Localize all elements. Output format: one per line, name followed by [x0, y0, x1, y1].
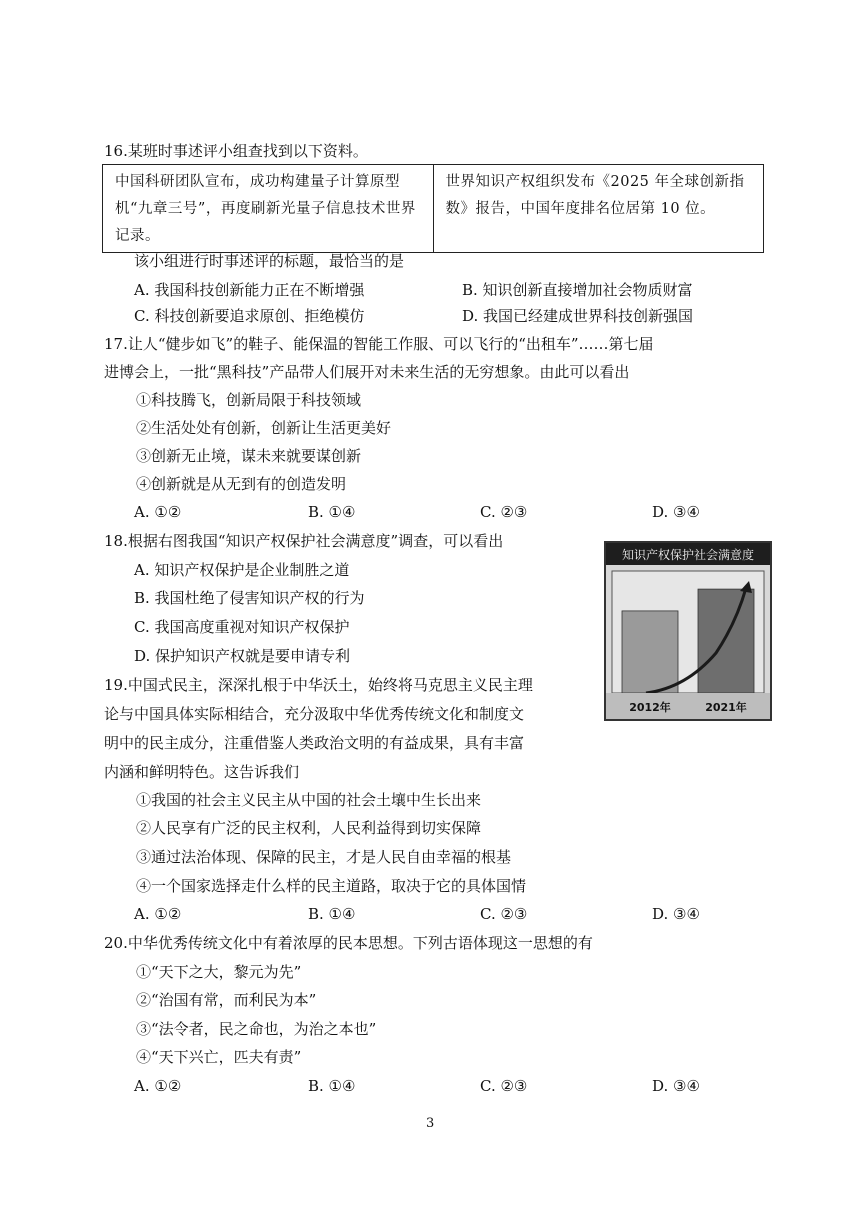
q19-stem-line1: 19.中国式民主，深深扎根于中华沃土，始终将马克思主义民主理 — [104, 676, 533, 694]
q16-question: 该小组进行时事述评的标题，最恰当的是 — [134, 252, 405, 270]
q20-item-4: ④“天下兴亡，匹夫有责” — [136, 1048, 302, 1066]
q16-option-b: B. 知识创新直接增加社会物质财富 — [462, 281, 693, 299]
q17-item-2: ②生活处处有创新，创新让生活更美好 — [136, 419, 392, 437]
q19-stem-line2: 论与中国具体实际相结合，充分汲取中华优秀传统文化和制度文 — [104, 705, 525, 723]
q16-material-table — [102, 164, 764, 253]
q17-option-c: C. ②③ — [480, 503, 528, 521]
q19-stem-line3: 明中的民主成分，注重借鉴人类政治文明的有益成果，具有丰富 — [104, 734, 525, 752]
q17-stem-line1: 17.让人“健步如飞”的鞋子、能保温的智能工作服、可以飞行的“出租车”……第七届 — [104, 335, 654, 353]
q18-stem: 18.根据右图我国“知识产权保护社会满意度”调查，可以看出 — [104, 532, 504, 550]
q17-item-4: ④创新就是从无到有的创造发明 — [136, 475, 347, 493]
q19-item-4: ④一个国家选择走什么样的民主道路，取决于它的具体国情 — [136, 877, 527, 895]
q18-option-c: C. 我国高度重视对知识产权保护 — [134, 618, 350, 636]
q17-option-d: D. ③④ — [652, 503, 700, 521]
q16-option-a: A. 我国科技创新能力正在不断增强 — [134, 281, 365, 299]
q19-option-d: D. ③④ — [652, 905, 700, 923]
q17-item-3: ③创新无止境，谋未来就要谋创新 — [136, 447, 362, 465]
satisfaction-chart — [604, 541, 772, 721]
q16-material-left: 中国科研团队宣布，成功构建量子计算原型机“九章三号”，再度刷新光量子信息技术世界记录。 — [103, 165, 434, 253]
q17-option-b: B. ①④ — [308, 503, 356, 521]
bar-2012年 — [622, 611, 678, 693]
q20-option-a: A. ①② — [134, 1077, 182, 1095]
q20-option-d: D. ③④ — [652, 1077, 700, 1095]
chart-title: 知识产权保护社会满意度 — [621, 548, 755, 562]
q19-item-2: ②人民享有广泛的民主权利，人民利益得到切实保障 — [136, 819, 482, 837]
q17-item-1: ①科技腾飞，创新局限于科技领域 — [136, 391, 362, 409]
q20-stem: 20.中华优秀传统文化中有着浓厚的民本思想。下列古语体现这一思想的有 — [104, 934, 593, 952]
q16-option-d: D. 我国已经建成世界科技创新强国 — [462, 307, 694, 325]
bar-2021年 — [698, 589, 754, 693]
q19-stem-line4: 内涵和鲜明特色。这告诉我们 — [104, 763, 300, 781]
q19-option-b: B. ①④ — [308, 905, 356, 923]
q19-option-a: A. ①② — [134, 905, 182, 923]
x-tick-label-2012年: 2012年 — [629, 701, 671, 714]
q16-stem: 16.某班时事述评小组查找到以下资料。 — [104, 142, 368, 160]
q18-option-a: A. 知识产权保护是企业制胜之道 — [134, 561, 350, 579]
q19-item-1: ①我国的社会主义民主从中国的社会土壤中生长出来 — [136, 791, 482, 809]
q20-item-2: ②“治国有常，而利民为本” — [136, 991, 317, 1009]
q20-item-3: ③“法令者，民之命也，为治之本也” — [136, 1020, 377, 1038]
q19-option-c: C. ②③ — [480, 905, 528, 923]
q20-option-b: B. ①④ — [308, 1077, 356, 1095]
satisfaction-chart-svg — [606, 543, 770, 719]
q18-option-b: B. 我国杜绝了侵害知识产权的行为 — [134, 589, 365, 607]
q17-stem-line2: 进博会上，一批“黑科技”产品带人们展开对未来生活的无穷想象。由此可以看出 — [104, 363, 630, 381]
x-tick-label-2021年: 2021年 — [705, 701, 747, 714]
q19-item-3: ③通过法治体现、保障的民主，才是人民自由幸福的根基 — [136, 848, 512, 866]
q16-option-c: C. 科技创新要追求原创、拒绝模仿 — [134, 307, 365, 325]
q18-option-d: D. 保护知识产权就是要申请专利 — [134, 647, 351, 665]
q16-material-right: 世界知识产权组织发布《2025 年全球创新指数》报告，中国年度排名位居第 10 位。 — [433, 165, 764, 253]
q17-option-a: A. ①② — [134, 503, 182, 521]
q20-item-1: ①“天下之大，黎元为先” — [136, 963, 302, 981]
page-number: 3 — [426, 1116, 435, 1131]
q20-option-c: C. ②③ — [480, 1077, 528, 1095]
